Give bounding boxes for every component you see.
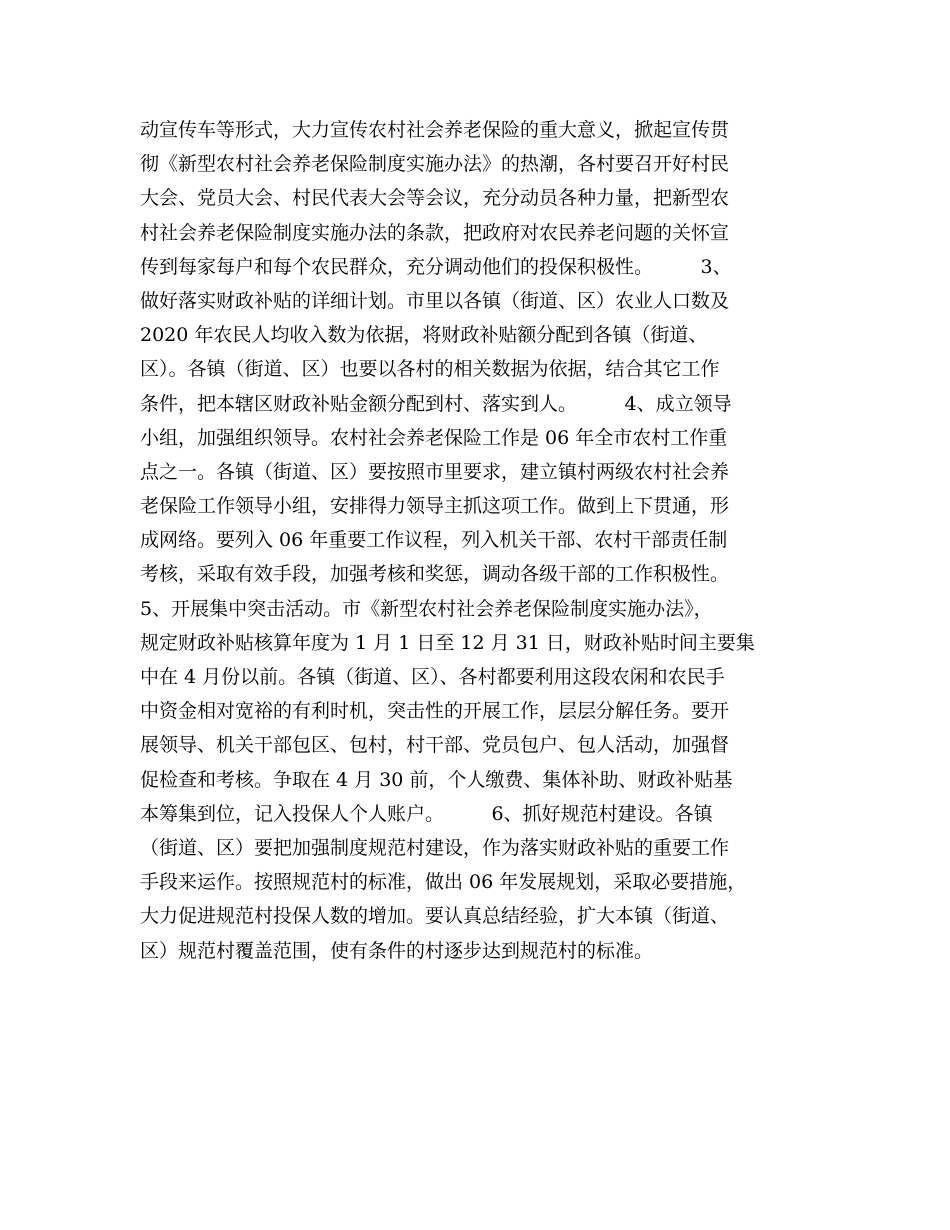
text-line: 传到每家每户和每个农民群众，充分调动他们的投保积极性。 3、 — [140, 255, 732, 278]
text-line: 手段来运作。按照规范村的标准，做出 06 年发展规划，采取必要措施， — [140, 871, 747, 894]
text-line: 区）规范村覆盖范围，使有条件的村逐步达到规范村的标准。 — [140, 939, 654, 962]
text-line: 小组，加强组织领导。农村社会养老保险工作是 06 年全市农村工作重 — [140, 426, 728, 449]
text-line: 5、开展集中突击活动。市《新型农村社会养老保险制度实施办法》， — [140, 597, 713, 620]
text-line: 点之一。各镇（街道、区）要按照市里要求，建立镇村两级农村社会养 — [140, 460, 730, 483]
text-line: 考核，采取有效手段，加强考核和奖惩，调动各级干部的工作积极性。 — [140, 563, 730, 586]
text-line: 2020 年农民人均收入数为依据，将财政补贴额分配到各镇（街道、 — [140, 324, 708, 347]
text-line: 区）。各镇（街道、区）也要以各村的相关数据为依据，结合其它工作 — [140, 358, 720, 381]
text-line: 大会、党员大会、村民代表大会等会议，充分动员各种力量，把新型农 — [140, 187, 730, 210]
text-line: 中资金相对宽裕的有利时机，突击性的开展工作，层层分解任务。要开 — [140, 700, 730, 723]
text-line: 展领导、机关干部包区、包村，村干部、党员包户、包人活动，加强督 — [140, 734, 730, 757]
text-line: 成网络。要列入 06 年重要工作议程，列入机关干部、农村干部责任制 — [140, 529, 728, 552]
text-line: 彻《新型农村社会养老保险制度实施办法》的热潮，各村要召开好村民 — [140, 153, 730, 176]
text-line: 条件，把本辖区财政补贴金额分配到村、落实到人。 4、成立领导 — [140, 392, 732, 415]
text-line: 大力促进规范村投保人数的增加。要认真总结经验，扩大本镇（街道、 — [140, 905, 730, 928]
text-line: 老保险工作领导小组，安排得力领导主抓这项工作。做到上下贯通，形 — [140, 495, 730, 518]
text-line: 动宣传车等形式，大力宣传农村社会养老保险的重大意义，掀起宣传贯 — [140, 119, 730, 141]
text-line: （街道、区）要把加强制度规范村建设，作为落实财政补贴的重要工作 — [140, 836, 730, 859]
text-line: 中在 4 月份以前。各镇（街道、区）、各村都要利用这段农闲和农民手 — [140, 666, 725, 688]
text-line: 本筹集到位，记入投保人个人账户。 6、抓好规范村建设。各镇 — [140, 802, 713, 825]
text-line: 村社会养老保险制度实施办法的条款，把政府对农民养老问题的关怀宣 — [140, 221, 730, 244]
text-line: 规定财政补贴核算年度为 1 月 1 日至 12 月 31 日，财政补贴时间主要集 — [140, 631, 755, 654]
text-line: 促检查和考核。争取在 4 月 30 前，个人缴费、集体补助、财政补贴基 — [140, 768, 733, 791]
text-line: 做好落实财政补贴的详细计划。市里以各镇（街道、区）农业人口数及 — [140, 289, 730, 312]
body-text — [140, 113, 830, 968]
